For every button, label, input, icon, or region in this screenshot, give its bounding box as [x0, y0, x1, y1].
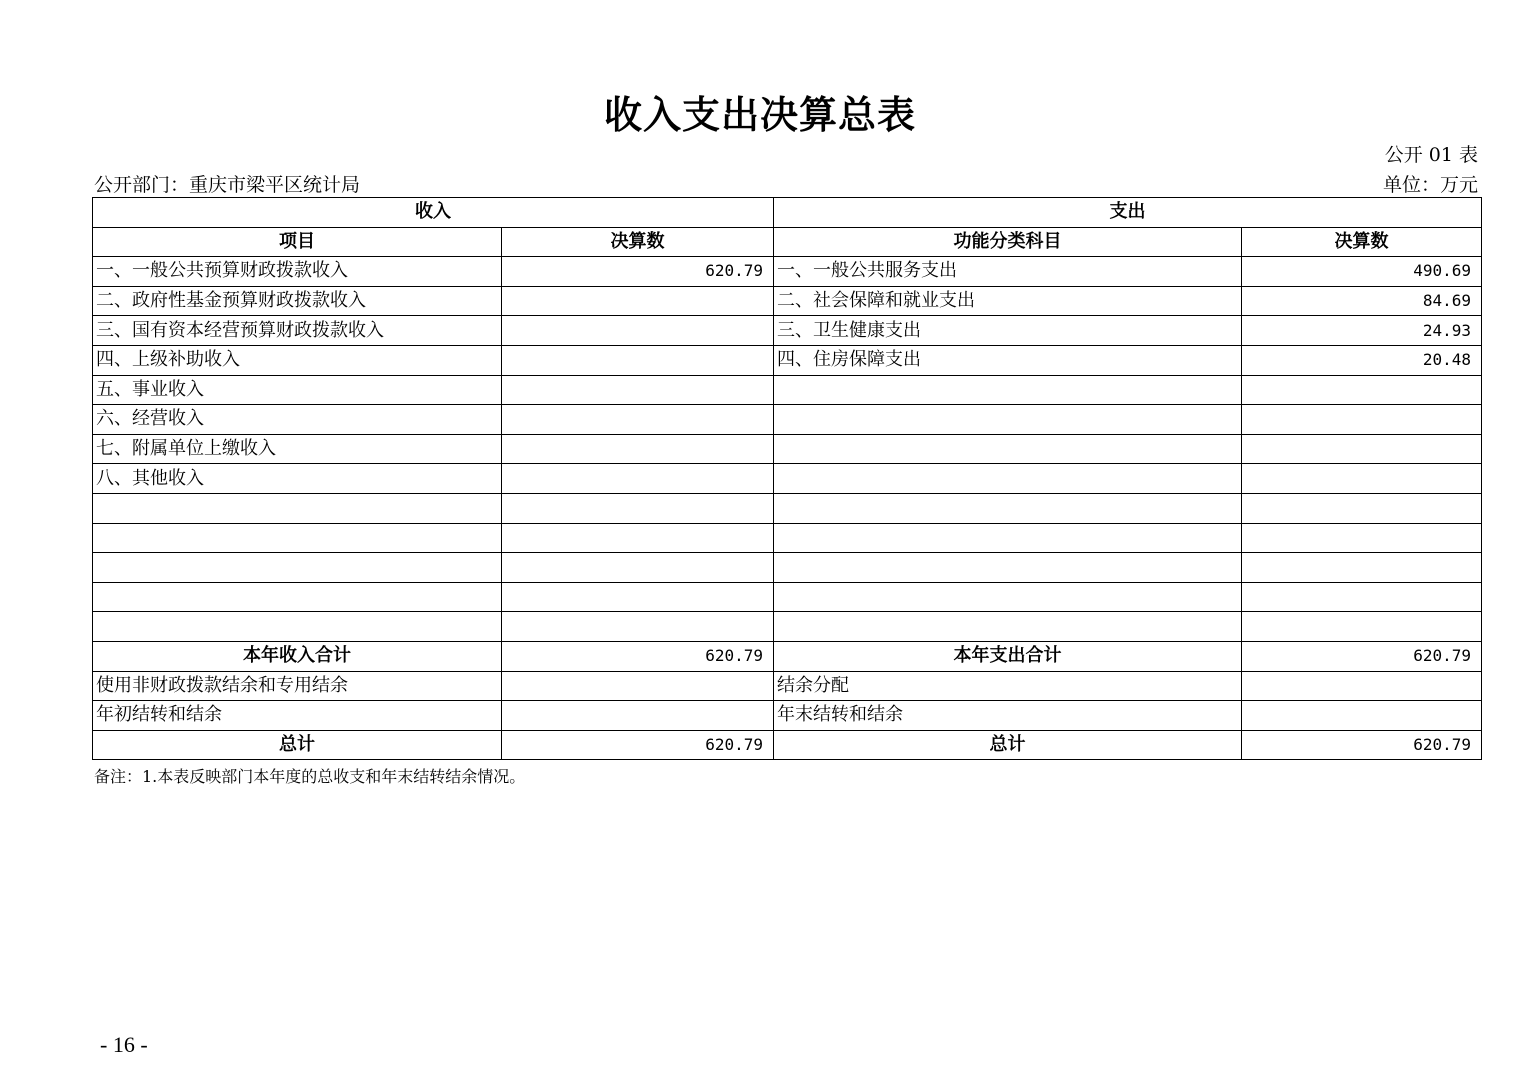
table-row — [93, 405, 1482, 435]
income-item-cell — [93, 612, 502, 642]
income-value-cell — [502, 493, 774, 523]
income-item-cell: 一、一般公共预算财政拨款收入 — [93, 257, 502, 287]
table-row — [93, 286, 1482, 316]
income-item-cell: 七、附属单位上缴收入 — [93, 434, 502, 464]
expense-item-cell: 三、卫生健康支出 — [774, 316, 1242, 346]
expense-item-cell — [774, 523, 1242, 553]
table-row — [93, 493, 1482, 523]
expense-value-cell — [1242, 464, 1482, 494]
expense-value-cell — [1242, 582, 1482, 612]
exp-amount-column-header: 决算数 — [1242, 227, 1482, 257]
grand-total-row — [93, 730, 1482, 760]
table-row — [93, 523, 1482, 553]
income-value-cell — [502, 405, 774, 435]
table-column-header — [93, 227, 1482, 257]
footnote: 备注：1.本表反映部门本年度的总收支和年末结转结余情况。 — [94, 767, 526, 786]
expense-value-cell — [1242, 523, 1482, 553]
expense-item-cell — [774, 375, 1242, 405]
nonfiscal-value — [502, 671, 774, 701]
income-value-cell — [502, 375, 774, 405]
total-income-value: 620.79 — [502, 730, 774, 760]
surplus-dist-value — [1242, 671, 1482, 701]
table-row — [93, 345, 1482, 375]
expense-value-cell: 20.48 — [1242, 345, 1482, 375]
expense-item-cell — [774, 464, 1242, 494]
expense-value-cell: 24.93 — [1242, 316, 1482, 346]
table-group-header — [93, 198, 1482, 228]
page-title: 收入支出决算总表 — [603, 93, 916, 137]
income-expense-table — [92, 197, 1482, 760]
func-item-column-header: 功能分类科目 — [774, 227, 1242, 257]
expense-value-cell — [1242, 553, 1482, 583]
income-value-cell — [502, 582, 774, 612]
total-expense-value: 620.79 — [1242, 730, 1482, 760]
year-total-row — [93, 641, 1482, 671]
income-item-cell: 三、国有资本经营预算财政拨款收入 — [93, 316, 502, 346]
page-number: - 16 - — [100, 1032, 148, 1057]
expense-item-cell — [774, 582, 1242, 612]
income-value-cell — [502, 612, 774, 642]
income-item-cell: 五、事业收入 — [93, 375, 502, 405]
begin-balance-value — [502, 701, 774, 731]
income-value-cell — [502, 464, 774, 494]
income-item-cell: 六、经营收入 — [93, 405, 502, 435]
table-row — [93, 464, 1482, 494]
expense-value-cell — [1242, 375, 1482, 405]
year-income-label: 本年收入合计 — [93, 641, 502, 671]
income-value-cell — [502, 553, 774, 583]
end-balance-label: 年末结转和结余 — [774, 701, 1242, 731]
total-income-label: 总计 — [93, 730, 502, 760]
department-label: 公开部门：重庆市梁平区统计局 — [94, 174, 361, 196]
table-row — [93, 316, 1482, 346]
expense-value-cell: 490.69 — [1242, 257, 1482, 287]
amount-column-header: 决算数 — [502, 227, 774, 257]
income-item-cell: 二、政府性基金预算财政拨款收入 — [93, 286, 502, 316]
table-row — [93, 553, 1482, 583]
table-row — [93, 375, 1482, 405]
income-value-cell — [502, 316, 774, 346]
income-item-cell — [93, 553, 502, 583]
income-value-cell — [502, 286, 774, 316]
income-value-cell: 620.79 — [502, 257, 774, 287]
year-expense-label: 本年支出合计 — [774, 641, 1242, 671]
expense-item-cell — [774, 612, 1242, 642]
income-header: 收入 — [93, 198, 774, 228]
total-expense-label: 总计 — [774, 730, 1242, 760]
expense-value-cell: 84.69 — [1242, 286, 1482, 316]
nonfiscal-row — [93, 671, 1482, 701]
expense-value-cell — [1242, 493, 1482, 523]
expense-item-cell — [774, 553, 1242, 583]
income-value-cell — [502, 523, 774, 553]
year-expense-value: 620.79 — [1242, 641, 1482, 671]
income-value-cell — [502, 345, 774, 375]
expense-item-cell: 一、一般公共服务支出 — [774, 257, 1242, 287]
expense-value-cell — [1242, 405, 1482, 435]
form-number: 公开 01 表 — [1384, 144, 1478, 166]
table-row — [93, 612, 1482, 642]
expense-value-cell — [1242, 612, 1482, 642]
income-item-cell — [93, 493, 502, 523]
carryover-row — [93, 701, 1482, 731]
expense-header: 支出 — [774, 198, 1482, 228]
expense-item-cell: 四、住房保障支出 — [774, 345, 1242, 375]
unit-label: 单位：万元 — [1382, 174, 1478, 196]
item-column-header: 项目 — [93, 227, 502, 257]
year-income-value: 620.79 — [502, 641, 774, 671]
expense-item-cell — [774, 493, 1242, 523]
income-item-cell — [93, 523, 502, 553]
table-row — [93, 582, 1482, 612]
nonfiscal-label: 使用非财政拨款结余和专用结余 — [93, 671, 502, 701]
end-balance-value — [1242, 701, 1482, 731]
income-item-cell: 四、上级补助收入 — [93, 345, 502, 375]
table-row — [93, 434, 1482, 464]
expense-item-cell — [774, 434, 1242, 464]
table-row — [93, 257, 1482, 287]
expense-item-cell: 二、社会保障和就业支出 — [774, 286, 1242, 316]
begin-balance-label: 年初结转和结余 — [93, 701, 502, 731]
expense-item-cell — [774, 405, 1242, 435]
income-item-cell — [93, 582, 502, 612]
income-item-cell: 八、其他收入 — [93, 464, 502, 494]
surplus-dist-label: 结余分配 — [774, 671, 1242, 701]
income-value-cell — [502, 434, 774, 464]
expense-value-cell — [1242, 434, 1482, 464]
